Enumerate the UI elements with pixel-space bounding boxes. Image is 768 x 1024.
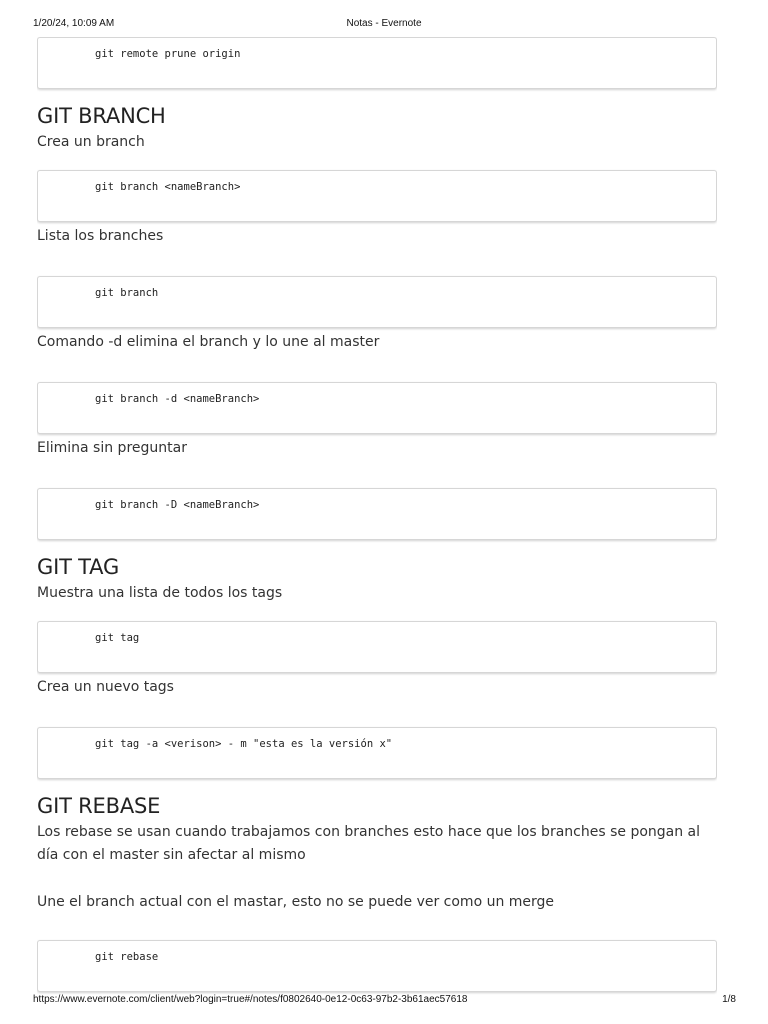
code-block-prune: git remote prune origin [37, 37, 717, 89]
text-une-branch: Une el branch actual con el mastar, esto no se puede ver como un merge [37, 894, 555, 910]
text-crea-branch: Crea un branch [37, 134, 145, 150]
print-datetime: 1/20/24, 10:09 AM [33, 18, 115, 29]
print-url: https://www.evernote.com/client/web?login=true#/notes/f0802640-0e12-0c63-97b2-3b61aec57618 [33, 994, 468, 1005]
code-block-tag-a: git tag -a <verison> - m "esta es la versión x" [37, 727, 717, 779]
text-lista-branches: Lista los branches [37, 228, 164, 244]
text-muestra-tags: Muestra una lista de todos los tags [37, 585, 283, 601]
code-block-branch-d: git branch -d <nameBranch> [37, 382, 717, 434]
heading-git-rebase: GIT REBASE [37, 794, 161, 818]
heading-git-tag: GIT TAG [37, 555, 120, 579]
page-number: 1/8 [722, 994, 736, 1005]
text-crea-tag: Crea un nuevo tags [37, 679, 174, 695]
code-block-tag: git tag [37, 621, 717, 673]
print-title: Notas - Evernote [346, 18, 422, 29]
text-comando-d: Comando -d elimina el branch y lo une al master [37, 334, 380, 350]
code-block-branch: git branch [37, 276, 717, 328]
text-rebase-desc: Los rebase se usan cuando trabajamos con branches esto hace que los branches se pongan al día con el master sin afectar al mismo [37, 824, 701, 863]
code-block-branch-new: git branch <nameBranch> [37, 170, 717, 222]
text-elimina: Elimina sin preguntar [37, 440, 187, 456]
code-block-branch-D: git branch -D <nameBranch> [37, 488, 717, 540]
note-content [37, 37, 717, 1017]
code-block-rebase: git rebase [37, 940, 717, 992]
heading-git-branch: GIT BRANCH [37, 104, 166, 128]
